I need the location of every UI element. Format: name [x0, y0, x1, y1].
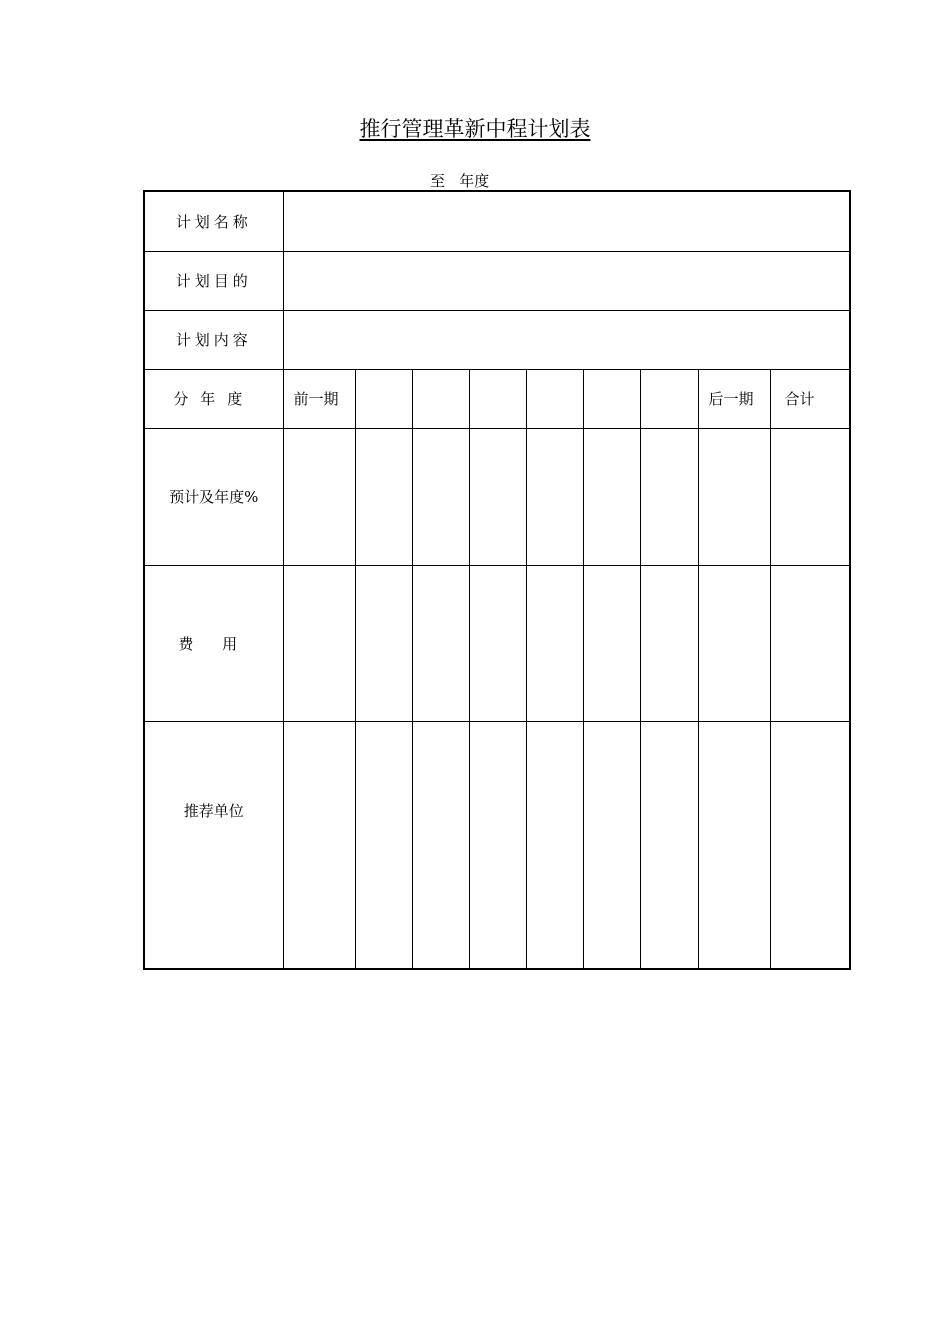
- plan-name-row: [144, 191, 850, 251]
- year-header-cell[interactable]: [640, 369, 698, 428]
- unit-cell[interactable]: [526, 721, 583, 969]
- recommending-unit-label: 推荐单位: [144, 721, 283, 969]
- unit-cell[interactable]: [355, 721, 412, 969]
- plan-name-field[interactable]: [283, 191, 850, 251]
- year-range-label: 至 年度: [430, 172, 490, 190]
- unit-cell[interactable]: [698, 721, 770, 969]
- estimate-cell[interactable]: [469, 428, 526, 565]
- recommending-unit-row: [144, 721, 850, 969]
- cost-cell[interactable]: [412, 565, 469, 721]
- cost-cell[interactable]: [770, 565, 850, 721]
- plan-content-label: 计划内容: [144, 310, 283, 369]
- cost-cell[interactable]: [469, 565, 526, 721]
- estimate-cell[interactable]: [640, 428, 698, 565]
- estimate-cell[interactable]: [283, 428, 355, 565]
- estimate-cell[interactable]: [526, 428, 583, 565]
- unit-cell[interactable]: [583, 721, 640, 969]
- estimate-cell[interactable]: [355, 428, 412, 565]
- cost-cell[interactable]: [355, 565, 412, 721]
- next-period-header: 后一期: [698, 369, 770, 428]
- unit-cell[interactable]: [640, 721, 698, 969]
- previous-period-header: 前一期: [283, 369, 355, 428]
- plan-table: [143, 190, 851, 970]
- plan-purpose-field[interactable]: [283, 251, 850, 310]
- estimate-cell[interactable]: [770, 428, 850, 565]
- year-header-cell[interactable]: [526, 369, 583, 428]
- year-header-cell[interactable]: [355, 369, 412, 428]
- unit-cell[interactable]: [412, 721, 469, 969]
- estimate-cell[interactable]: [412, 428, 469, 565]
- page-title: 推行管理革新中程计划表: [359, 117, 591, 141]
- cost-cell[interactable]: [640, 565, 698, 721]
- cost-row: [144, 565, 850, 721]
- estimate-row: [144, 428, 850, 565]
- total-header: 合计: [770, 369, 850, 428]
- cost-cell[interactable]: [283, 565, 355, 721]
- plan-purpose-row: [144, 251, 850, 310]
- plan-purpose-label: 计划目的: [144, 251, 283, 310]
- unit-cell[interactable]: [283, 721, 355, 969]
- estimate-label: 预计及年度%: [144, 428, 283, 565]
- cost-cell[interactable]: [583, 565, 640, 721]
- estimate-cell[interactable]: [583, 428, 640, 565]
- by-year-row: [144, 369, 850, 428]
- year-header-cell[interactable]: [583, 369, 640, 428]
- plan-name-label: 计划名称: [144, 191, 283, 251]
- plan-content-field[interactable]: [283, 310, 850, 369]
- unit-cell[interactable]: [469, 721, 526, 969]
- cost-cell[interactable]: [526, 565, 583, 721]
- cost-label: 费 用: [144, 565, 283, 721]
- plan-content-row: [144, 310, 850, 369]
- year-header-cell[interactable]: [412, 369, 469, 428]
- by-year-label: 分年度: [144, 369, 283, 428]
- estimate-cell[interactable]: [698, 428, 770, 565]
- cost-cell[interactable]: [698, 565, 770, 721]
- year-header-cell[interactable]: [469, 369, 526, 428]
- unit-cell[interactable]: [770, 721, 850, 969]
